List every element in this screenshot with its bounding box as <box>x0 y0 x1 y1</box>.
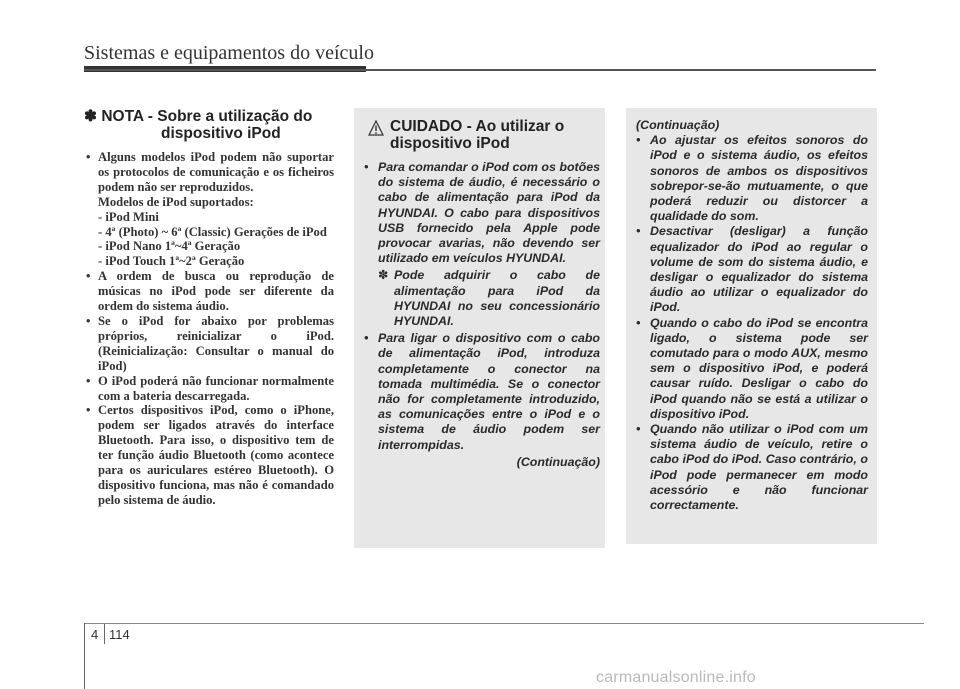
caution-title <box>368 118 598 152</box>
note-item-text: - iPod Nano 1ª~4ª Geração <box>98 239 241 254</box>
caution-continued-label: (Continuação) <box>516 454 600 469</box>
caution-subnote-text: Pode adquirir o cabo de alimentação para iPod da HYUNDAI no seu concessionário HYUNDAI. <box>394 268 600 329</box>
note-title-line1: NOTA - Sobre a utilização do <box>101 108 313 125</box>
bullet-icon: • <box>636 133 641 148</box>
caution-title-line1: CUIDADO - Ao utilizar o <box>390 118 565 135</box>
bullet-icon: • <box>86 313 91 328</box>
chapter-number: 4 <box>91 627 99 642</box>
list-item <box>84 374 334 404</box>
note-item-text: Alguns modelos iPod podem não suportar os protocolos de comunicação e os ficheiros podem não ser reproduzidos. <box>98 150 334 194</box>
list-item <box>84 150 334 269</box>
note-section <box>84 108 334 508</box>
bullet-icon: • <box>364 331 369 346</box>
note-item-text: - 4ª (Photo) ~ 6ª (Classic) Gerações de iPod <box>98 224 327 239</box>
note-title-line2: dispositivo iPod <box>161 125 281 142</box>
bullet-icon: • <box>636 422 641 437</box>
note-item-text: - iPod Mini <box>98 209 159 224</box>
note-item-text: - iPod Touch 1ª~2ª Geração <box>98 254 245 269</box>
page-number-separator <box>104 624 105 644</box>
note-item-text: O iPod poderá não funcionar normalmente com a bateria descarregada. <box>98 373 334 403</box>
note-item-text: Se o iPod for abaixo por problemas próprios, reinicializar o iPod. (Reinicialização: Consultar o manual do iPod) <box>98 313 334 373</box>
continued-item-text: Desactivar (desligar) a função equalizador do iPod ao regular o volume de som do sistema áudio, e desligar o equalizador do sistema áudio ao utilizar o equalizador do iPod. <box>650 224 868 315</box>
note-star-icon: ✽ <box>84 108 97 125</box>
list-item <box>636 422 868 513</box>
continued-item-text: Quando não utilizar o iPod com um sistema áudio de veículo, retire o cabo iPod do iPod. Caso contrário, o iPod pode permanecer em modo acessório e não funcionar correctamente. <box>650 422 868 513</box>
list-item <box>84 403 334 507</box>
page-number: 114 <box>109 627 130 642</box>
list-item <box>84 314 334 374</box>
caution-box <box>354 108 605 548</box>
list-item <box>636 133 868 224</box>
caution-content <box>364 160 600 470</box>
caution-subnote <box>364 268 600 329</box>
list-item <box>636 316 868 422</box>
bullet-icon: • <box>86 403 91 418</box>
footer-vertical-rule <box>84 623 85 689</box>
list-item <box>636 224 868 315</box>
caution-item-text: Para comandar o iPod com os botões do sistema de áudio, é necessário o cabo de alimentação para iPod da HYUNDAI. O cabo para dispositivos USB fornecido pela Apple pode provocar avarias, não devendo ser utilizado em veículos HYUNDAI. <box>378 160 600 266</box>
note-list <box>84 150 334 508</box>
continued-item-text: Quando o cabo do iPod se encontra ligado, o sistema pode ser comutado para o modo AUX, mesmo sem o dispositivo iPod, e poderá causar ruído. Desligar o cabo do iPod quando não se está a utilizar o dispositivo iPod. <box>650 315 868 421</box>
note-item-text: Modelos de iPod suportados: <box>98 194 254 209</box>
caution-title-line2: dispositivo iPod <box>390 135 510 152</box>
bullet-icon: • <box>636 224 641 239</box>
bullet-icon: • <box>86 269 91 284</box>
bullet-icon: • <box>86 150 91 164</box>
continued-box <box>626 108 877 544</box>
caution-list <box>364 160 600 266</box>
note-item-text: A ordem de busca ou reprodução de músicas no iPod pode ser diferente da ordem do sistema áudio. <box>98 269 334 314</box>
star-icon: ✽ <box>378 268 389 283</box>
caution-list-2 <box>364 331 600 453</box>
note-item-text: Certos dispositivos iPod, como o iPhone, podem ser ligados através do interface Bluetooth. Para isso, o dispositivo tem de ter função áudio Bluetooth (como acontece para os auriculares estéreo Bluetooth). O dispositivo funciona, mas não é comandado pelo sistema de áudio. <box>98 403 334 507</box>
continued-heading: (Continuação) <box>636 118 720 132</box>
continued-content <box>636 118 868 513</box>
list-item <box>364 160 600 266</box>
list-item <box>84 269 334 314</box>
note-title <box>84 108 334 142</box>
watermark: carmanualsonline.info <box>596 669 756 686</box>
list-item <box>364 331 600 453</box>
bullet-icon: • <box>364 160 369 174</box>
bullet-icon: • <box>86 373 91 388</box>
bullet-icon: • <box>636 315 641 330</box>
page-header-title: Sistemas e equipamentos do veículo <box>84 42 374 64</box>
header-rule <box>84 69 876 71</box>
continued-item-text: Ao ajustar os efeitos sonoros do iPod e o sistema áudio, os efeitos sonoros de ambos os dispositivos sobrepor-se-ão mutuamente, o que poderá reduzir ou distorcer a qualidade do som. <box>650 133 868 224</box>
warning-triangle-icon <box>368 120 384 136</box>
caution-item-text: Para ligar o dispositivo com o cabo de alimentação iPod, introduza completamente o conector na tomada multimédia. Se o conector não for completamente introduzido, as comunicações entre o iPod e o sistema de áudio podem ser interrompidas. <box>378 331 600 452</box>
footer-rule <box>84 623 924 624</box>
continued-list <box>636 133 868 513</box>
